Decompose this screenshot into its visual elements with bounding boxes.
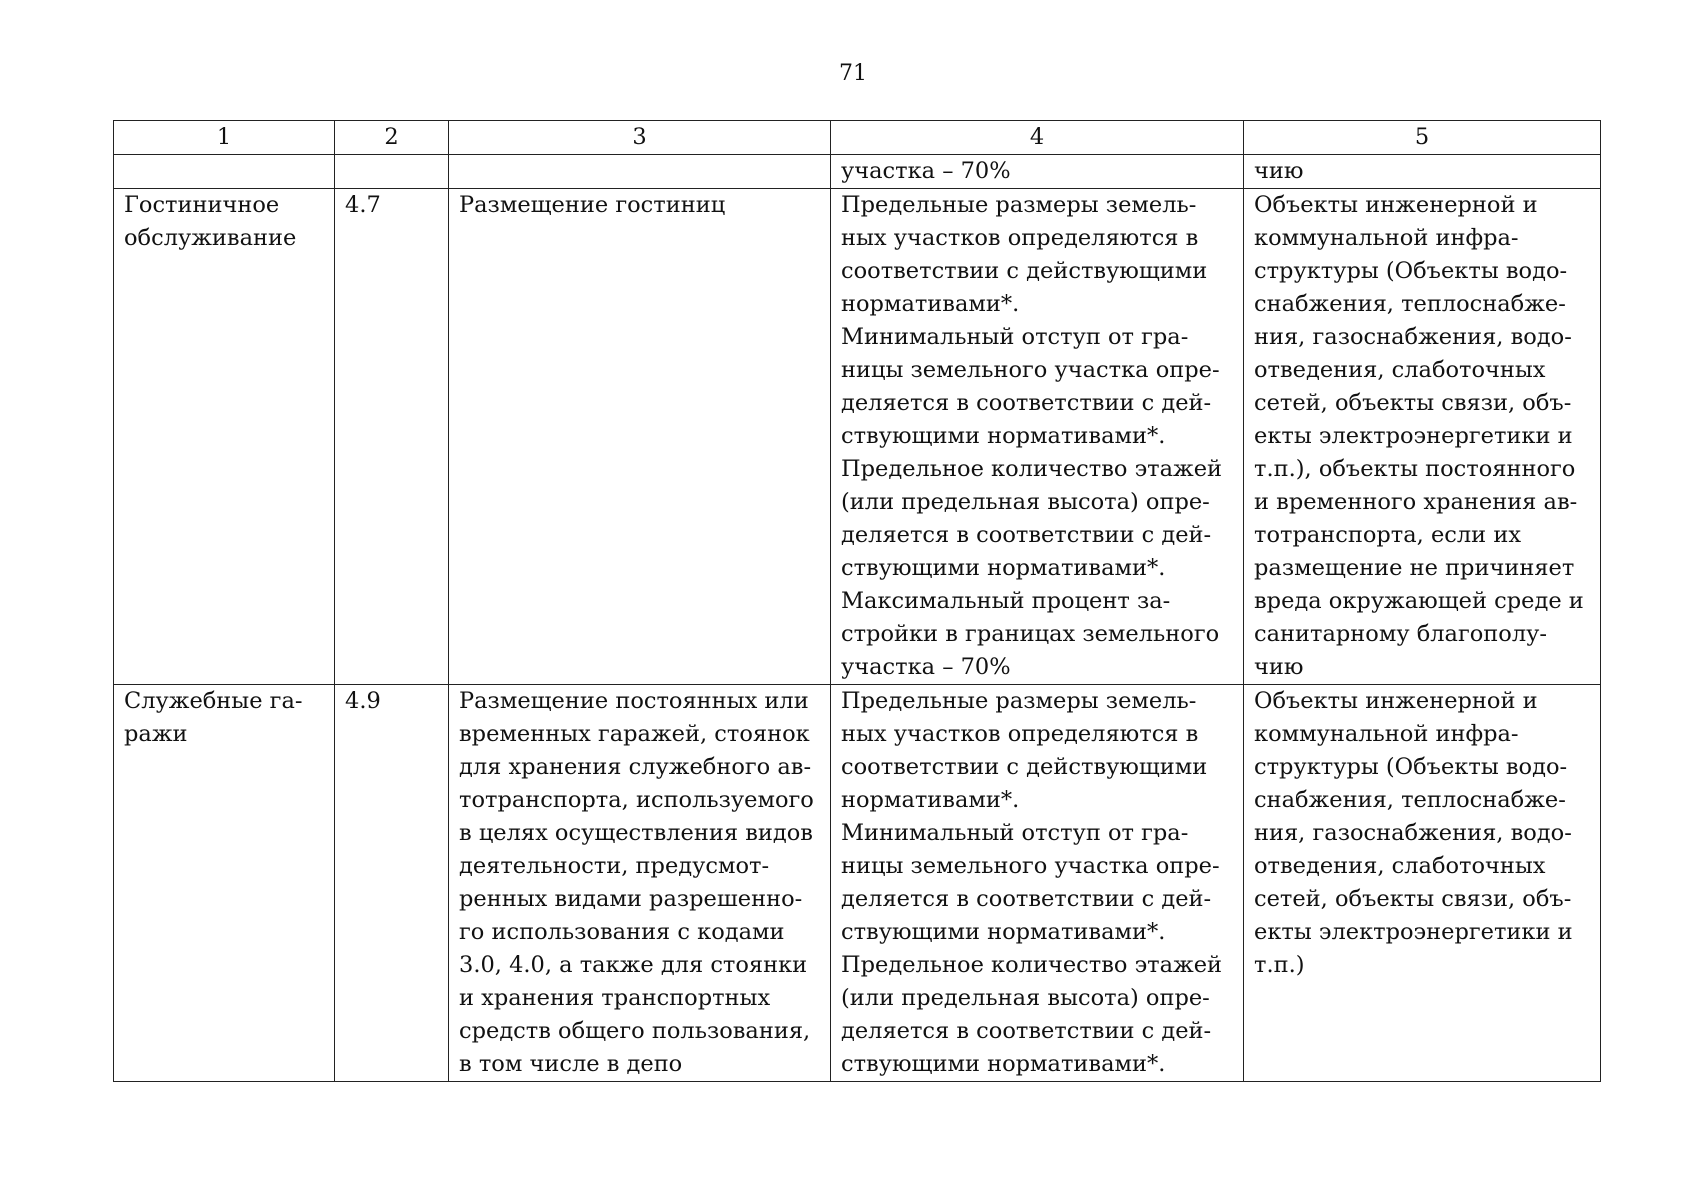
text-line: нормативами*. <box>841 787 1020 813</box>
text-line: Минимальный отступ от гра- <box>841 324 1189 350</box>
text-line: чию <box>1254 654 1304 680</box>
text-line: средств общего пользования, <box>459 1018 811 1044</box>
text-line: Размещение гостиниц <box>459 192 726 218</box>
text-line: структуры (Объекты водо- <box>1254 258 1568 284</box>
text-line: чию <box>1254 158 1304 184</box>
use-name-cell <box>114 685 335 1082</box>
text-line: Предельное количество этажей <box>841 456 1223 482</box>
text-line: ражи <box>124 721 188 747</box>
text-line: нормативами*. <box>841 291 1020 317</box>
text-line: ных участков определяются в <box>841 225 1199 251</box>
auxiliary-uses-cell <box>1244 189 1601 685</box>
text-line: ствующими нормативами*. <box>841 555 1166 581</box>
text-line: участка – 70% <box>841 654 1011 680</box>
text-line: екты электроэнергетики и <box>1254 919 1573 945</box>
text-line: размещение не причиняет <box>1254 555 1575 581</box>
column-header: 1 <box>114 121 335 155</box>
description-cell <box>449 685 831 1082</box>
text-line: для хранения служебного ав- <box>459 754 812 780</box>
text-line: Объекты инженерной и <box>1254 688 1538 714</box>
text-line: в том числе в депо <box>459 1051 683 1077</box>
table-cell <box>1244 155 1601 189</box>
text-line: ствующими нормативами*. <box>841 423 1166 449</box>
column-header: 4 <box>831 121 1244 155</box>
code-cell: 4.9 <box>335 685 449 1082</box>
text-line: Служебные га- <box>124 688 303 714</box>
parameters-cell <box>831 189 1244 685</box>
table-cell <box>335 155 449 189</box>
text-line: Максимальный процент за- <box>841 588 1171 614</box>
text-line: и временного хранения ав- <box>1254 489 1578 515</box>
text-line: ных участков определяются в <box>841 721 1199 747</box>
text-line: Предельные размеры земель- <box>841 192 1197 218</box>
text-line: коммунальной инфра- <box>1254 225 1519 251</box>
column-header: 3 <box>449 121 831 155</box>
text-line: деляется в соответствии с дей- <box>841 1018 1212 1044</box>
text-line: екты электроэнергетики и <box>1254 423 1573 449</box>
text-line: Гостиничное <box>124 192 280 218</box>
text-line: т.п.), объекты постоянного <box>1254 456 1576 482</box>
column-header: 2 <box>335 121 449 155</box>
description-cell <box>449 189 831 685</box>
text-line: сетей, объекты связи, объ- <box>1254 886 1572 912</box>
text-line: сетей, объекты связи, объ- <box>1254 390 1572 416</box>
text-line: ния, газоснабжения, водо- <box>1254 820 1572 846</box>
text-line: Предельное количество этажей <box>841 952 1223 978</box>
text-line: обслуживание <box>124 225 297 251</box>
text-line: соответствии с действующими <box>841 754 1208 780</box>
table-header-row <box>114 121 1601 155</box>
text-line: стройки в границах земельного <box>841 621 1220 647</box>
text-line: деляется в соответствии с дей- <box>841 390 1212 416</box>
text-line: участка – 70% <box>841 158 1011 184</box>
table-cell <box>114 155 335 189</box>
table-row <box>114 685 1601 1082</box>
text-line: тотранспорта, если их <box>1254 522 1522 548</box>
text-line: и хранения транспортных <box>459 985 771 1011</box>
use-name-cell <box>114 189 335 685</box>
text-line: ствующими нормативами*. <box>841 919 1166 945</box>
text-line: отведения, слаботочных <box>1254 853 1546 879</box>
page-number: 71 <box>839 61 867 86</box>
text-line: Минимальный отступ от гра- <box>841 820 1189 846</box>
text-line: снабжения, теплоснабже- <box>1254 787 1566 813</box>
text-line: Размещение постоянных или <box>459 688 809 714</box>
text-line: вреда окружающей среде и <box>1254 588 1584 614</box>
text-line: ния, газоснабжения, водо- <box>1254 324 1572 350</box>
table-cell <box>831 155 1244 189</box>
text-line: (или предельная высота) опре- <box>841 985 1210 1011</box>
text-line: (или предельная высота) опре- <box>841 489 1210 515</box>
text-line: соответствии с действующими <box>841 258 1208 284</box>
code-cell: 4.7 <box>335 189 449 685</box>
text-line: отведения, слаботочных <box>1254 357 1546 383</box>
text-line: го использования с кодами <box>459 919 785 945</box>
parameters-cell <box>831 685 1244 1082</box>
text-line: ницы земельного участка опре- <box>841 853 1220 879</box>
text-line: санитарному благополу- <box>1254 621 1547 647</box>
text-line: Предельные размеры земель- <box>841 688 1197 714</box>
text-line: деляется в соответствии с дей- <box>841 522 1212 548</box>
auxiliary-uses-cell <box>1244 685 1601 1082</box>
text-line: тотранспорта, используемого <box>459 787 814 813</box>
text-line: ницы земельного участка опре- <box>841 357 1220 383</box>
text-line: структуры (Объекты водо- <box>1254 754 1568 780</box>
regulations-table <box>113 120 1601 1082</box>
text-line: временных гаражей, стоянок <box>459 721 810 747</box>
text-line: коммунальной инфра- <box>1254 721 1519 747</box>
text-line: деляется в соответствии с дей- <box>841 886 1212 912</box>
text-line: деятельности, предусмот- <box>459 853 770 879</box>
text-line: Объекты инженерной и <box>1254 192 1538 218</box>
text-line: т.п.) <box>1254 952 1305 978</box>
table-cell <box>449 155 831 189</box>
text-line: ренных видами разрешенно- <box>459 886 803 912</box>
continuation-row <box>114 155 1601 189</box>
text-line: снабжения, теплоснабже- <box>1254 291 1566 317</box>
column-header: 5 <box>1244 121 1601 155</box>
text-line: 3.0, 4.0, а также для стоянки <box>459 952 808 978</box>
table-row <box>114 189 1601 685</box>
text-line: ствующими нормативами*. <box>841 1051 1166 1077</box>
text-line: в целях осуществления видов <box>459 820 813 846</box>
